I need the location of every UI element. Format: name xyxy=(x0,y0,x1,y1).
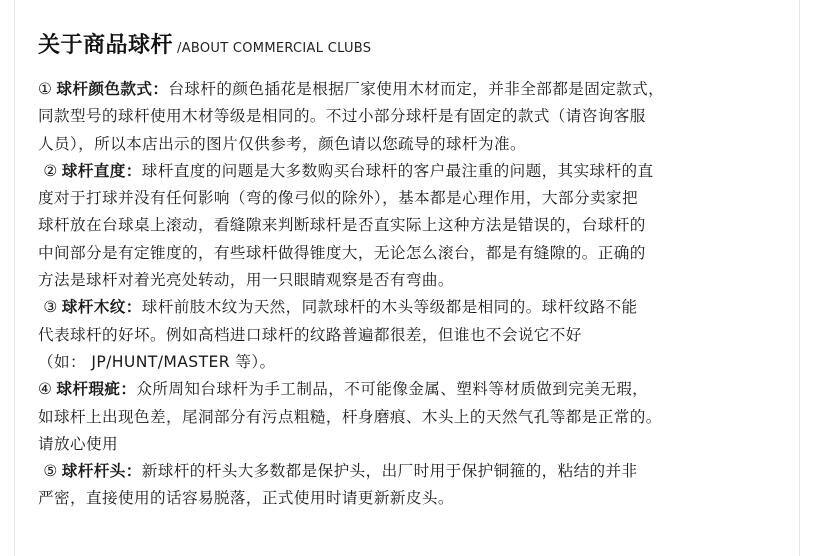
item-number: ⑤ xyxy=(43,462,58,481)
paragraph-line: 中间部分是有定锥度的，有些球杆做得锥度大，无论怎么滚台，都是有缝隙的。正确的 xyxy=(38,243,646,262)
item-heading: 球杆瑕疵： xyxy=(56,380,137,399)
paragraph-line: 球杆放在台球桌上滚动，看缝隙来判断球杆是否直实际上这种方法是错误的，台球杆的 xyxy=(38,216,646,235)
paragraph-line xyxy=(38,76,788,103)
paragraph-text: 台球杆的颜色插花是根据厂家使用木材而定，并非全部都是固定款式， xyxy=(168,80,665,98)
item-heading: 球杆直度： xyxy=(61,161,142,180)
paragraph-line xyxy=(38,376,788,403)
item-heading: 球杆木纹： xyxy=(61,298,142,317)
item-number: ② xyxy=(43,161,58,180)
paragraph-line: 人员），所以本店出示的图片仅供参考，颜色请以您疏导的球杆为准。 xyxy=(38,134,527,153)
paragraph-line: （如： JP/HUNT/MASTER 等）。 xyxy=(38,352,276,371)
paragraph-text: 新球杆的杆头大多数都是保护头，出厂时用于保护铜箍的，粘结的并非 xyxy=(141,462,638,481)
paragraph-line: 代表球杆的好坏。例如高档进口球杆的纹路普遍都很差，但谁也不会说它不好 xyxy=(38,325,582,344)
page-subtitle: /ABOUT COMMERCIAL CLUBS xyxy=(177,41,372,56)
section-header xyxy=(38,28,371,59)
paragraph-line: 严密，直接使用的话容易脱落，正式使用时请更新新皮头。 xyxy=(38,489,454,508)
paragraph-text: 球杆直度的问题是大多数购买台球杆的客户最注重的问题，其实球杆的直 xyxy=(141,161,654,180)
paragraph-line xyxy=(38,158,788,185)
paragraph-line: 方法是球杆对着光亮处转动，用一只眼睛观察是否有弯曲。 xyxy=(38,271,454,290)
paragraph-line xyxy=(38,294,788,321)
item-heading: 球杆杆头： xyxy=(61,462,142,481)
paragraph-line: 如球杆上出现色差，尾洞部分有污点粗糙，杆身磨痕、木头上的天然气孔等都是正常的。 xyxy=(38,407,662,426)
clubs-info-body xyxy=(38,76,788,513)
paragraph-line: 度对于打球并没有任何影响（弯的像弓似的除外），基本都是心理作用，大部分卖家把 xyxy=(38,189,638,208)
item-heading: 球杆颜色款式： xyxy=(56,80,169,98)
paragraph-line: 同款型号的球杆使用木材等级是相同的。不过小部分球杆是有固定的款式（请咨询客服 xyxy=(38,107,646,126)
paragraph-line: 请放心使用 xyxy=(38,434,118,453)
paragraph-text: 众所周知台球杆为手工制品，不可能像金属、塑料等材质做到完美无瑕， xyxy=(136,380,649,399)
paragraph-text: 球杆前肢木纹为天然，同款球杆的木头等级都是相同的。球杆纹路不能 xyxy=(141,298,638,317)
item-number: ① xyxy=(38,80,53,98)
item-number: ④ xyxy=(38,380,53,399)
item-number: ③ xyxy=(43,298,58,317)
paragraph-line xyxy=(38,458,788,485)
page-title: 关于商品球杆 xyxy=(38,33,174,58)
